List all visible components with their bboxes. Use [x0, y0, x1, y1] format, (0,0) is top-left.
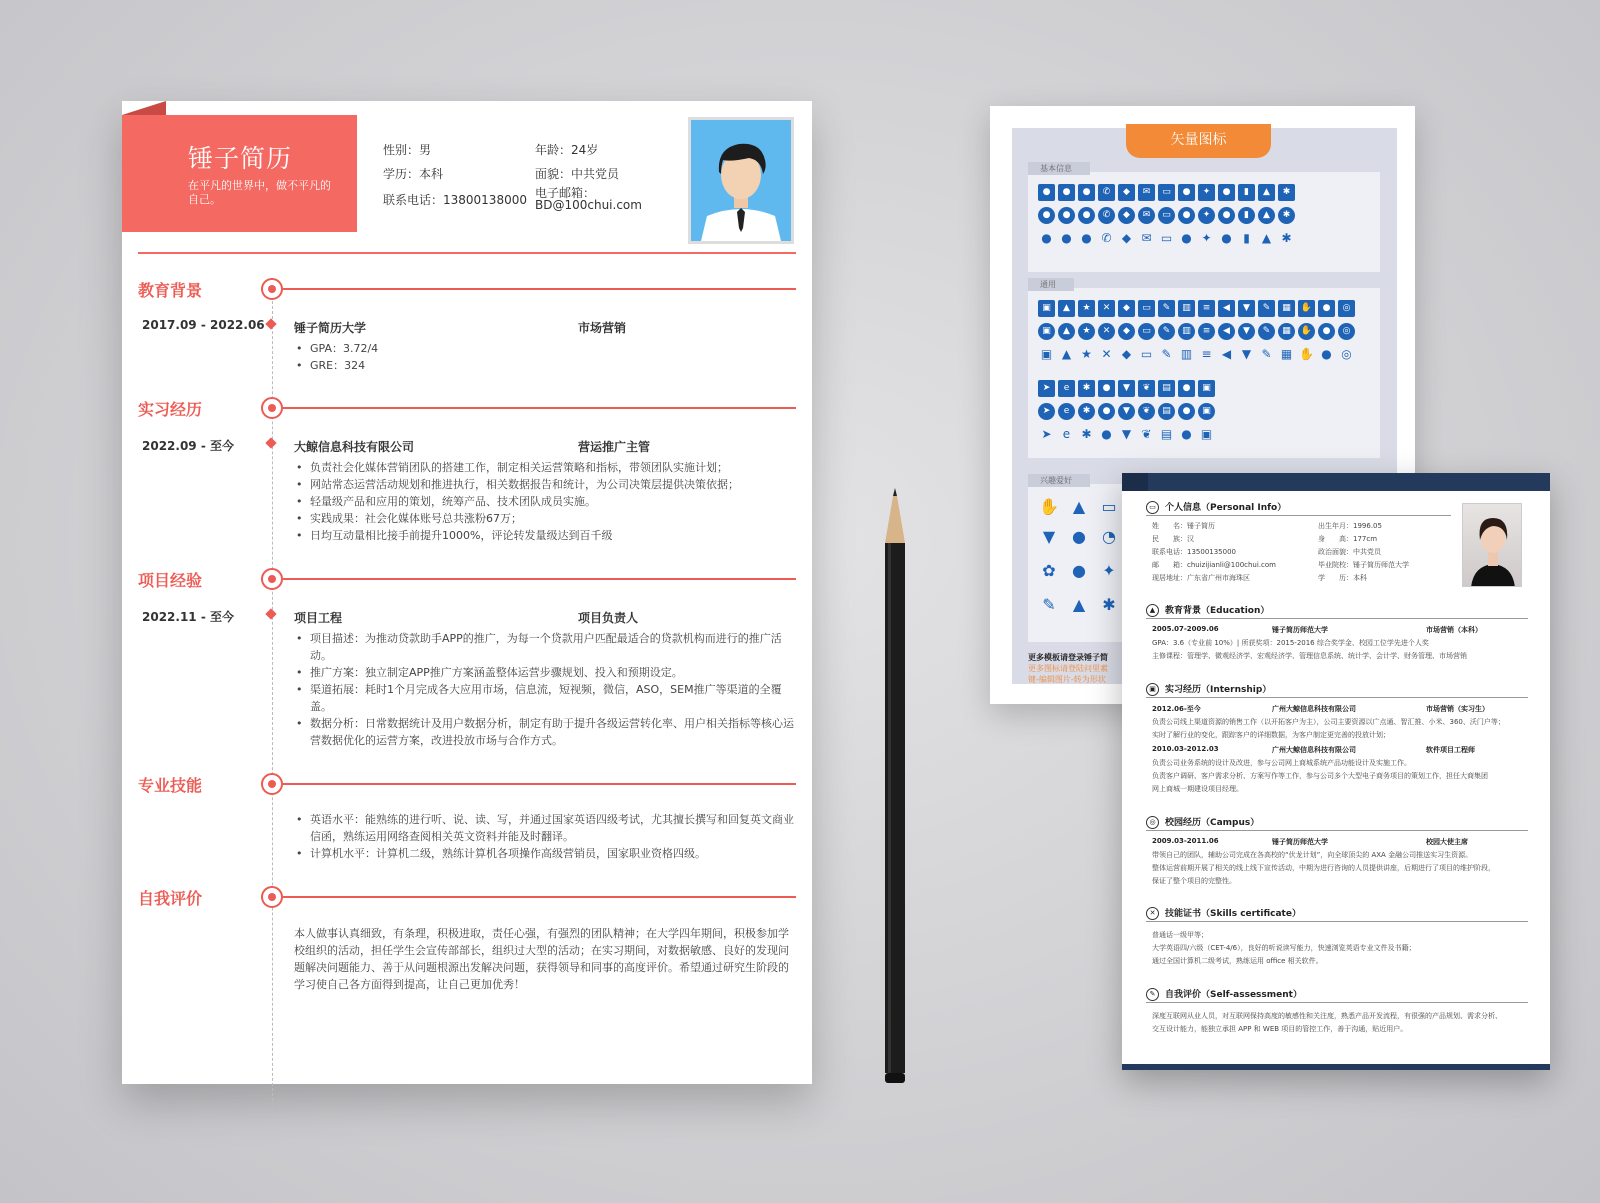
target-icon: ◎ — [1338, 300, 1355, 317]
user-icon: ● — [1041, 231, 1052, 245]
section-title-internship: 实习经历 — [138, 400, 203, 419]
timeline-diamond — [265, 318, 276, 329]
skills-heading: ✕ 技能证书（Skills certificate） — [1146, 906, 1301, 920]
internship-date: 2022.09 - 至今 — [142, 439, 234, 453]
education-school: 锤子简历大学 — [294, 321, 367, 335]
info-education: 学历：本科 — [383, 167, 444, 181]
info-email: BD@100chui.com — [535, 198, 642, 212]
grid-icon: ▦ — [1278, 323, 1295, 340]
hand-icon: ✋ — [1299, 347, 1314, 361]
icon-group-general — [1028, 280, 1380, 458]
icon-row — [1038, 300, 1355, 317]
graduation-icon: ▲ — [1058, 300, 1075, 317]
profile-photo-illustration — [1463, 504, 1522, 587]
leaf-icon: ❦ — [1141, 427, 1152, 441]
building-icon: ▮ — [1243, 231, 1250, 245]
basket-icon: ▼ — [1042, 527, 1056, 546]
send-icon: ➤ — [1038, 380, 1055, 397]
avatar-illustration — [691, 120, 791, 241]
hammer-icon: ✎ — [1258, 300, 1275, 317]
pen-icon: ✎ — [1042, 595, 1056, 614]
list-item: • 推广方案：独立制定APP推广方案涵盖整体运营步骤规划、投入和预期设定。 — [294, 664, 794, 681]
shield-icon: ▼ — [1241, 347, 1252, 361]
education-date: 2017.09 - 2022.06 — [142, 318, 265, 332]
grid-icon: ▦ — [1280, 347, 1293, 361]
timeline-node — [261, 397, 283, 419]
target-icon: ◎ — [1341, 347, 1352, 361]
footer-line: 键-编辑图片-转为形状 — [1028, 675, 1106, 684]
timeline-node — [261, 886, 283, 908]
bell-icon: ▲ — [1258, 207, 1275, 224]
graduation-icon: ▲ — [1146, 604, 1159, 617]
briefcase-icon: ▣ — [1038, 323, 1055, 340]
location-icon: ◆ — [1121, 231, 1132, 245]
face-icon: ● — [1072, 527, 1086, 546]
leaf-icon: ❦ — [1138, 380, 1155, 397]
list-item: • 数据分析：日常数据统计及用户数据分析，制定有助于提升各级运营转化率、用户相关指标等核心运营数据优化的运营方案，改进投放市场与合作方式。 — [294, 715, 794, 749]
user-icon: ● — [1061, 231, 1072, 245]
icon-row — [1038, 323, 1355, 340]
list-item: • 英语水平：能熟练的进行听、说、读、写，并通过国家英语四级考试，尤其擅长撰写和回复英文商业信函，熟练运用网络查阅相关英文资料并能及时翻译。 — [294, 811, 794, 845]
info-gender: 性别：男 — [383, 143, 432, 157]
personal-right: 出生年月：1996.05 身 高：177cm 政治面貌：中共党员 毕业院校：锤子简历师范大学 学 历：本科 — [1318, 522, 1409, 582]
resume-tagline: 在平凡的世界中，做不平凡的自己。 — [188, 179, 331, 206]
personal-heading: ▭ 个人信息（Personal Info） — [1146, 500, 1286, 514]
twitter-icon: ✦ — [1201, 231, 1212, 245]
settings-icon: ✱ — [1081, 427, 1092, 441]
edu-school: 锤子简历师范大学 — [1272, 626, 1328, 634]
list-item: • 轻量级产品和应用的策划，统筹产品、技术团队成员实施。 — [294, 493, 794, 510]
camera-icon: ▣ — [1198, 403, 1215, 420]
wechat-icon: ● — [1178, 207, 1195, 224]
user-icon: ● — [1058, 184, 1075, 201]
project-list — [294, 630, 794, 749]
list-item: • 渠道拓展：耗时1个月完成各大应用市场，信息流，短视频，微信，ASO，SEM推广等渠道的全覆盖。 — [294, 681, 794, 715]
accessibility-icon: ● — [1321, 347, 1332, 361]
section-rule — [283, 578, 796, 580]
list-item: • 实践成果：社会化媒体账号总共涨粉67万； — [294, 510, 794, 527]
list-icon: ≡ — [1198, 300, 1215, 317]
heading-rule — [1146, 697, 1528, 698]
team-icon: ● — [1178, 403, 1195, 420]
list-icon: ≡ — [1198, 323, 1215, 340]
internship-heading: ▣ 实习经历（Internship） — [1146, 682, 1271, 696]
name-banner — [122, 115, 357, 232]
edu-lines: GPA：3.6（专业前 10%）| 所获奖项：2015-2016 综合奖学金、校园工位学先进个人奖 主修课程：管理学、微观经济学、宏观经济学、管理信息系统、统计学、会计学、财务管理、市场营销 — [1152, 639, 1467, 660]
browser-icon: e — [1058, 403, 1075, 420]
section-title-project: 项目经验 — [138, 571, 203, 590]
resume-name: 锤子简历 — [188, 144, 293, 173]
heading-rule — [1146, 830, 1528, 831]
icon-row — [1038, 526, 1128, 548]
hand-icon: ✋ — [1298, 300, 1315, 317]
avatar-photo — [688, 117, 794, 244]
internship-role: 营运推广主管 — [578, 440, 651, 454]
award-icon: ★ — [1081, 347, 1092, 361]
briefcase-icon: ▣ — [1040, 347, 1053, 361]
mail-icon: ✉ — [1141, 231, 1152, 245]
send-icon: ➤ — [1041, 427, 1052, 441]
briefcase-icon: ▣ — [1038, 300, 1055, 317]
location-icon: ◆ — [1118, 207, 1135, 224]
network-icon: ▤ — [1158, 403, 1175, 420]
phone-icon: ✆ — [1098, 207, 1115, 224]
intern-role-1: 市场营销（实习生） — [1426, 705, 1489, 713]
list-icon: ≡ — [1201, 347, 1212, 361]
tools-icon: ✕ — [1146, 907, 1159, 920]
clock-icon: ◔ — [1102, 527, 1116, 546]
settings-icon: ✱ — [1078, 380, 1095, 397]
plant-icon: ✦ — [1102, 561, 1116, 580]
game-icon: ▭ — [1101, 497, 1117, 516]
banner-fold — [122, 101, 166, 115]
tools-icon: ✕ — [1098, 300, 1115, 317]
hammer-icon: ✎ — [1258, 323, 1275, 340]
category-label: 基本信息 — [1028, 162, 1090, 175]
network-icon: ▤ — [1158, 380, 1175, 397]
internship-list — [294, 459, 794, 544]
list-item: • 网站常态运营活动规划和推进执行，相关数据报告和统计，为公司决策层提供决策依据； — [294, 476, 794, 493]
edit-icon: ✎ — [1158, 323, 1175, 340]
trophy-icon: ▼ — [1118, 403, 1135, 420]
list-item: • 项目描述：为推动贷款助手APP的推广，为每一个贷款用户匹配最适合的贷款机构而进行的推广活动。 — [294, 630, 794, 664]
icon-row — [1038, 380, 1215, 397]
shield-icon: ▼ — [1238, 300, 1255, 317]
profile-photo — [1462, 503, 1522, 587]
climbing-icon: ▲ — [1072, 497, 1086, 516]
trophy-icon: ▼ — [1121, 427, 1132, 441]
card-icon: ▭ — [1160, 231, 1173, 245]
chart-icon: ▥ — [1178, 300, 1195, 317]
camera-icon: ▣ — [1200, 427, 1213, 441]
brain-icon: ✿ — [1042, 561, 1056, 580]
info-email-label: 电子邮箱： — [535, 186, 596, 200]
gear-icon: ✱ — [1278, 207, 1295, 224]
intern-lines-2: 负责公司业务系统的设计及改进，参与公司网上商城系统产品功能设计及实施工作。 负责客户调研、客户需求分析、方案写作等工作，参与公司多个大型电子商务项目的策划工作，担任大商集团 网上商城一期建设项目经理。 — [1152, 759, 1488, 793]
timeline-node — [261, 278, 283, 300]
list-item: • 日均互动量相比接手前提升1000%，评论转发量级达到百千级 — [294, 527, 794, 544]
user-icon: ● — [1058, 207, 1075, 224]
mail-icon: ✉ — [1138, 184, 1155, 201]
timeline-diamond — [265, 608, 276, 619]
education-heading: ▲ 教育背景（Education） — [1146, 603, 1269, 617]
bulb-icon: ● — [1098, 403, 1115, 420]
chart-icon: ▥ — [1178, 323, 1195, 340]
heading-rule — [1146, 515, 1451, 516]
intern-company-2: 广州大鲸信息科技有限公司 — [1272, 746, 1356, 754]
mail-icon: ✉ — [1138, 207, 1155, 224]
heading-rule — [1146, 1002, 1528, 1003]
bulb-icon: ● — [1101, 427, 1112, 441]
tools-icon: ✕ — [1101, 347, 1112, 361]
section-title-self: 自我评价 — [138, 889, 203, 908]
edit-icon: ✎ — [1158, 300, 1175, 317]
icon-sheet-footer — [1028, 652, 1128, 685]
book-icon: ▭ — [1138, 300, 1155, 317]
skills-list — [294, 811, 794, 862]
campus-school: 锤子简历师范大学 — [1272, 838, 1328, 846]
resume-page — [122, 101, 812, 1084]
team-icon: ● — [1178, 380, 1195, 397]
education-list — [294, 340, 794, 374]
wechat-icon: ● — [1181, 231, 1192, 245]
wechat-icon: ● — [1178, 184, 1195, 201]
campus-heading: ◎ 校园经历（Campus） — [1146, 815, 1259, 829]
edu-date: 2005.07-2009.06 — [1152, 625, 1219, 633]
graduation-icon: ▲ — [1061, 347, 1072, 361]
card-icon: ▭ — [1158, 207, 1175, 224]
section-rule — [283, 896, 796, 898]
bulb-icon: ● — [1098, 380, 1115, 397]
internship-company: 大鲸信息科技有限公司 — [294, 440, 415, 454]
list-item: • 负责社会化媒体营销团队的搭建工作，制定相关运营策略和指标，带领团队实施计划； — [294, 459, 794, 476]
icon-row — [1038, 207, 1295, 224]
layers-icon: ◆ — [1121, 347, 1132, 361]
twitter-icon: ✦ — [1198, 207, 1215, 224]
network-icon: ▤ — [1160, 427, 1173, 441]
icon-row — [1038, 184, 1295, 201]
book-icon: ▭ — [1140, 347, 1153, 361]
user-icon: ● — [1038, 184, 1055, 201]
timeline-diamond — [265, 437, 276, 448]
building-icon: ▮ — [1238, 207, 1255, 224]
weibo-icon: ● — [1218, 207, 1235, 224]
accessibility-icon: ● — [1318, 300, 1335, 317]
icon-row — [1038, 560, 1128, 582]
weibo-icon: ● — [1221, 231, 1232, 245]
hammer-icon: ✎ — [1261, 347, 1272, 361]
icon-group-basic — [1028, 164, 1380, 272]
category-label: 兴趣爱好 — [1028, 474, 1090, 487]
top-bar — [1122, 473, 1550, 491]
icon-row — [1038, 403, 1215, 420]
weibo-icon: ● — [1218, 184, 1235, 201]
self-evaluation-text: 本人做事认真细致，有条理，积极进取，责任心强，有强烈的团队精神；在大学四年期间，积极参加学校组织的活动，担任学生会宣传部部长，组织过大型的活动；在实习期间，对数据敏感、良好的发现问题解决问题能力、善于从问题根源出发解决问题，获得领导和同事的高度评价。希望通过研究生阶段的学习使自己各方面得到提高，让自己更加优秀！ — [294, 927, 789, 991]
campus-date: 2009.03-2011.06 — [1152, 837, 1219, 845]
info-phone: 联系电话：13800138000 — [383, 193, 527, 207]
footer-line: 更多模板请登录锤子简 — [1028, 653, 1108, 662]
info-politics: 面貌：中共党员 — [535, 167, 620, 181]
award-icon: ★ — [1078, 300, 1095, 317]
user-icon: ● — [1078, 184, 1095, 201]
settings-icon: ✱ — [1078, 403, 1095, 420]
team-icon: ● — [1181, 427, 1192, 441]
graduation-icon: ▲ — [1058, 323, 1075, 340]
card-icon: ▭ — [1158, 184, 1175, 201]
chart-icon: ▥ — [1180, 347, 1193, 361]
martial-arts-icon: ✋ — [1039, 497, 1059, 516]
briefcase-icon: ▣ — [1146, 683, 1159, 696]
icon-row — [1038, 426, 1215, 443]
intern-date-2: 2010.03-2012.03 — [1152, 745, 1219, 753]
edit-icon: ✎ — [1146, 988, 1159, 1001]
book-icon: ▭ — [1138, 323, 1155, 340]
football-icon: ✱ — [1102, 595, 1116, 614]
icon-row — [1038, 496, 1128, 518]
twitter-icon: ✦ — [1198, 184, 1215, 201]
bell-icon: ▲ — [1261, 231, 1272, 245]
heading-rule — [1146, 921, 1528, 922]
section-rule — [283, 288, 796, 290]
phone-icon: ✆ — [1101, 231, 1112, 245]
browser-icon: e — [1062, 427, 1071, 441]
header-divider — [138, 252, 796, 254]
mask-icon: ● — [1072, 561, 1086, 580]
resume-page-2 — [1122, 473, 1550, 1070]
hand-icon: ✋ — [1298, 323, 1315, 340]
project-date: 2022.11 - 至今 — [142, 610, 234, 624]
accessibility-icon: ● — [1318, 323, 1335, 340]
trophy-icon: ▼ — [1118, 380, 1135, 397]
bell-icon: ▲ — [1258, 184, 1275, 201]
tools-icon: ✕ — [1098, 323, 1115, 340]
section-title-education: 教育背景 — [138, 281, 203, 300]
list-item: • GPA：3.72/4 — [294, 340, 794, 357]
intern-date-1: 2012.06-至今 — [1152, 705, 1201, 713]
intern-role-2: 软件项目工程师 — [1426, 746, 1475, 754]
layers-icon: ◆ — [1118, 323, 1135, 340]
self-lines: 深度互联网从业人员，对互联网保持高度的敏感性和关注度，熟悉产品开发流程，有很强的产品规划、需求分析、 交互设计能力，能独立承担 APP 和 WEB 项目的管控工作，善于沟通，贴近用户。 — [1152, 1012, 1502, 1033]
icon-row — [1038, 346, 1355, 363]
send-icon: ➤ — [1038, 403, 1055, 420]
grid-icon: ▦ — [1278, 300, 1295, 317]
edu-major: 市场营销（本科） — [1426, 626, 1482, 634]
layers-icon: ◆ — [1118, 300, 1135, 317]
award-icon: ★ — [1078, 323, 1095, 340]
list-item: • 计算机水平：计算机二级，熟练计算机各项操作高级营销员，国家职业资格四级。 — [294, 845, 794, 862]
campus-role: 校园大使主席 — [1426, 838, 1468, 846]
globe-icon: ◎ — [1146, 816, 1159, 829]
megaphone-icon: ◀ — [1218, 300, 1235, 317]
target-icon: ◎ — [1338, 323, 1355, 340]
intern-lines-1: 负责公司线上渠道资源的销售工作（以开拓客户为主），公司主要资源以广点通、智汇推、小米、360、沃门户等； 实时了解行业的变化，跟踪客户的详细数据，为客户制定更完善的投放计划； — [1152, 718, 1505, 739]
education-major: 市场营销 — [578, 321, 627, 335]
icon-row — [1038, 594, 1128, 616]
leaf-icon: ❦ — [1138, 403, 1155, 420]
phone-icon: ✆ — [1098, 184, 1115, 201]
user-icon: ● — [1078, 207, 1095, 224]
building-icon: ▮ — [1238, 184, 1255, 201]
project-role: 项目负责人 — [578, 611, 639, 625]
section-title-skills: 专业技能 — [138, 776, 203, 795]
campus-lines: 带领自己的团队，辅助公司完成在各高校的“伏龙计划”，向全球顶尖的 AXA 金融公司推送实习生资源。 整体运营前期开展了相关的线上线下宣传活动，中期为进行咨询的人员提供讲座，后期进行了项目的维护阶段， 保证了整个项目的完整性。 — [1152, 851, 1495, 885]
project-name: 项目工程 — [294, 611, 343, 625]
gear-icon: ✱ — [1278, 184, 1295, 201]
user-icon: ● — [1038, 207, 1055, 224]
location-icon: ◆ — [1118, 184, 1135, 201]
gear-icon: ✱ — [1281, 231, 1292, 245]
camera-icon: ▣ — [1198, 380, 1215, 397]
id-card-icon: ▭ — [1146, 501, 1159, 514]
personal-left: 姓 名：锤子简历 民 族：汉 联系电话：13500135000 邮 箱：chuizijianli@100chui.com 现居地址：广东省广州市海珠区 — [1152, 522, 1276, 582]
bottom-bar — [1122, 1064, 1550, 1070]
self-heading: ✎ 自我评价（Self-assessment） — [1146, 987, 1302, 1001]
skills-lines: 普通话一级甲等； 大学英语四/六级（CET-4/6），良好的听说读写能力，快速浏览英语专业文件及书籍； 通过全国计算机二级考试，熟练运用 office 相关软件。 — [1152, 931, 1416, 965]
section-rule — [283, 783, 796, 785]
browser-icon: e — [1058, 380, 1075, 397]
user-icon: ● — [1081, 231, 1092, 245]
section-rule — [283, 407, 796, 409]
megaphone-icon: ◀ — [1218, 323, 1235, 340]
info-age: 年龄：24岁 — [535, 143, 599, 157]
pencil-illustration — [880, 488, 910, 1083]
list-item: • GRE：324 — [294, 357, 794, 374]
mountain-icon: ▲ — [1072, 595, 1086, 614]
heading-rule — [1146, 618, 1528, 619]
shield-icon: ▼ — [1238, 323, 1255, 340]
timeline-node — [261, 773, 283, 795]
edit-icon: ✎ — [1161, 347, 1172, 361]
icon-sheet-title: 矢量图标 — [1126, 124, 1271, 158]
intern-company-1: 广州大鲸信息科技有限公司 — [1272, 705, 1356, 713]
footer-line: 更多图标请登陆问里素 — [1028, 664, 1108, 673]
icon-row — [1038, 230, 1295, 247]
timeline-node — [261, 568, 283, 590]
category-label: 通用 — [1028, 278, 1074, 291]
megaphone-icon: ◀ — [1221, 347, 1232, 361]
